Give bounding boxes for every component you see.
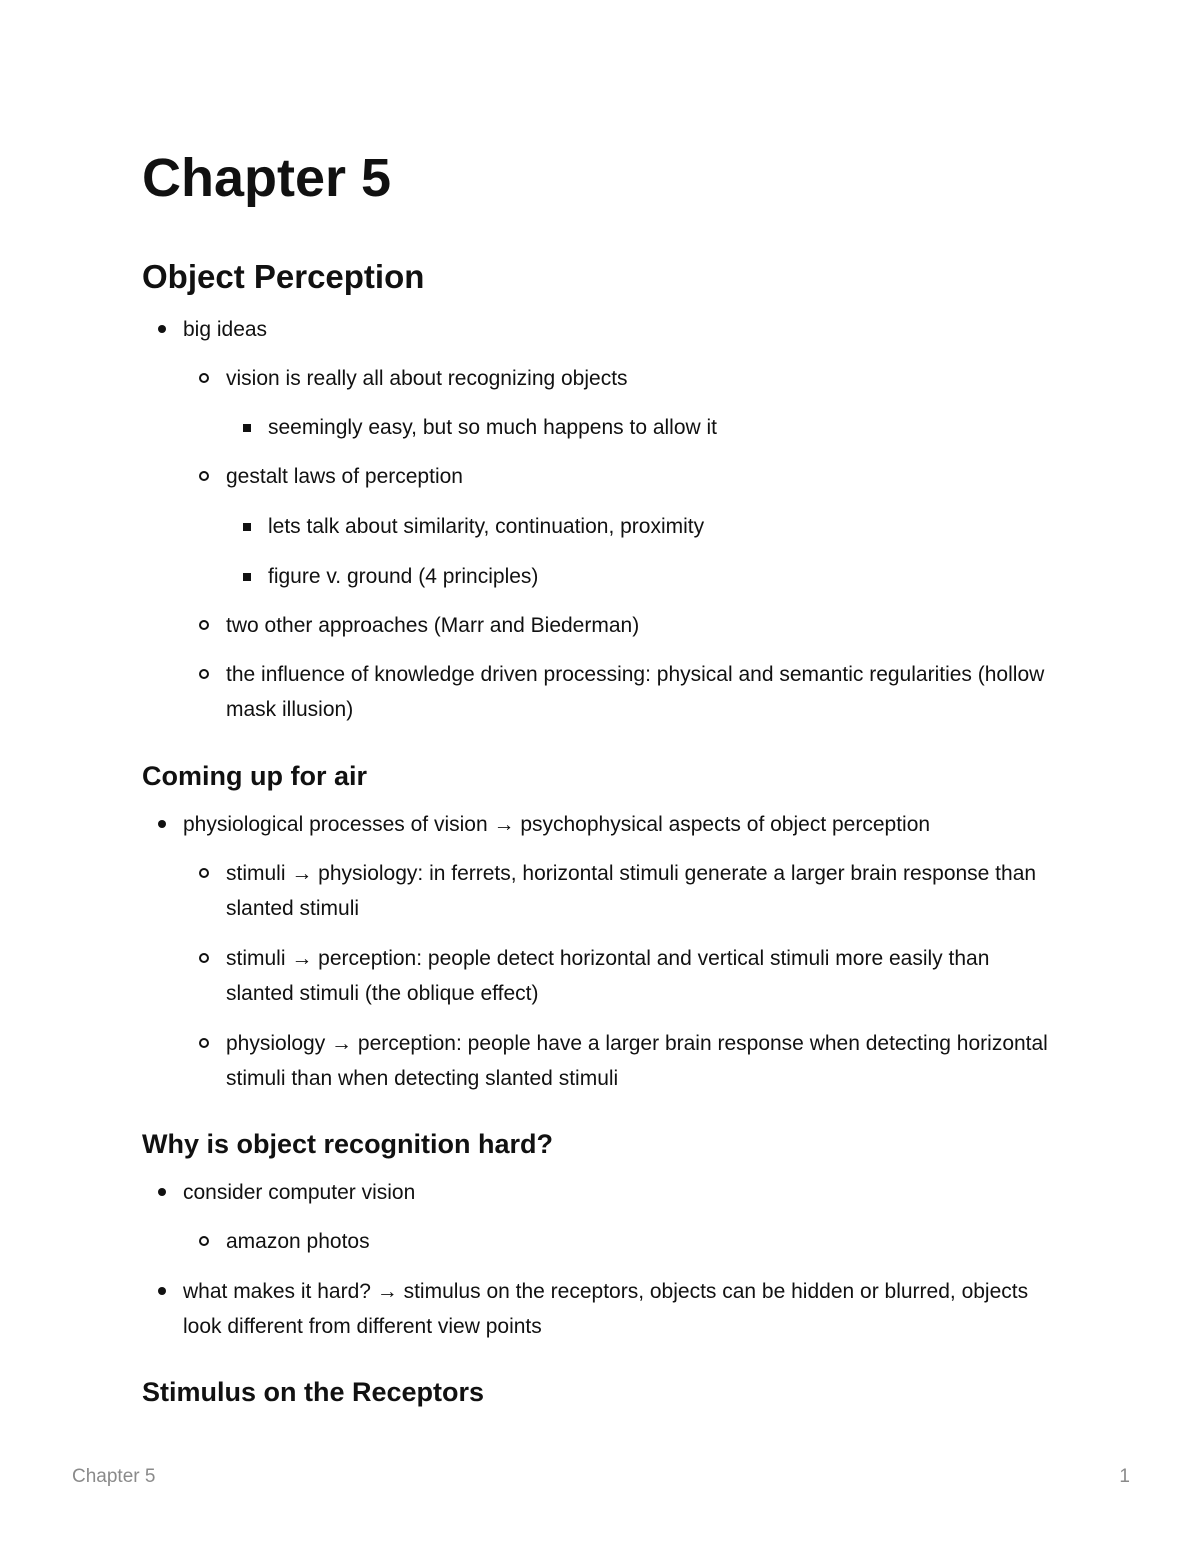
list-item [183,1175,1063,1210]
bullet-hollow-circle-icon [199,620,209,630]
list-item-text: physiological processes of vision → psychophysical aspects of object perception [183,813,931,836]
bullet-square-icon [243,573,251,581]
list-item-text: consider computer vision [183,1181,416,1204]
list-item [226,361,1056,396]
bullet-square-icon [243,424,251,432]
list-item [226,608,1056,643]
bullet-square-icon [243,523,251,531]
section-heading-stimulus-on-the-receptors: Stimulus on the Receptors [142,1377,485,1407]
bullet-hollow-circle-icon [199,953,209,963]
list-item-text: two other approaches (Marr and Biederman) [226,614,640,637]
list-item-text: what makes it hard? → stimulus on the receptors, objects can be hidden or blurred, objects look different from different view points [183,1280,1029,1338]
list-item-text: physiology → perception: people have a larger brain response when detecting horizontal stimuli than when detecting slanted stimuli [226,1032,1048,1090]
list-item [226,657,1056,727]
bullet-hollow-circle-icon [199,1236,209,1246]
bullet-hollow-circle-icon [199,1038,209,1048]
list-item-text: the influence of knowledge driven processing: physical and semantic regularities (hollow mask illusion) [226,663,1045,721]
section-heading-coming-up-for-air: Coming up for air [142,761,367,791]
bullet-filled-circle-icon [158,820,166,828]
list-item-text: gestalt laws of perception [226,465,463,488]
bullet-hollow-circle-icon [199,373,209,383]
footer-page-number: 1 [1119,1466,1130,1487]
bullet-filled-circle-icon [158,1287,166,1295]
list-item [183,312,1063,347]
list-item [268,559,1058,594]
list-item-text: stimuli → physiology: in ferrets, horizontal stimuli generate a larger brain response than slanted stimuli [226,862,1037,920]
list-item-text: figure v. ground (4 principles) [268,565,539,588]
bullet-filled-circle-icon [158,1188,166,1196]
list-item-text: lets talk about similarity, continuation, proximity [268,515,705,538]
list-item [268,410,1058,445]
list-item [268,509,1058,544]
bullet-filled-circle-icon [158,325,166,333]
list-item-text: vision is really all about recognizing objects [226,367,628,390]
list-item [183,1274,1063,1344]
list-item [226,1026,1056,1096]
list-item-text: seemingly easy, but so much happens to allow it [268,416,718,439]
list-item-text: big ideas [183,318,268,341]
list-item [226,459,1056,494]
footer-doc-name: Chapter 5 [72,1466,156,1487]
section-heading-object-perception: Object Perception [142,258,425,295]
list-item [183,807,1063,842]
bullet-hollow-circle-icon [199,471,209,481]
bullet-hollow-circle-icon [199,669,209,679]
list-item-text: amazon photos [226,1230,370,1253]
list-item [226,1224,1056,1259]
section-heading-why-is-object-recognition-hard: Why is object recognition hard? [142,1129,554,1159]
page-title: Chapter 5 [142,148,392,208]
bullet-hollow-circle-icon [199,868,209,878]
list-item-text: stimuli → perception: people detect horizontal and vertical stimuli more easily than slanted stimuli (the oblique effect) [226,947,990,1005]
list-item [226,941,1056,1011]
list-item [226,856,1056,926]
